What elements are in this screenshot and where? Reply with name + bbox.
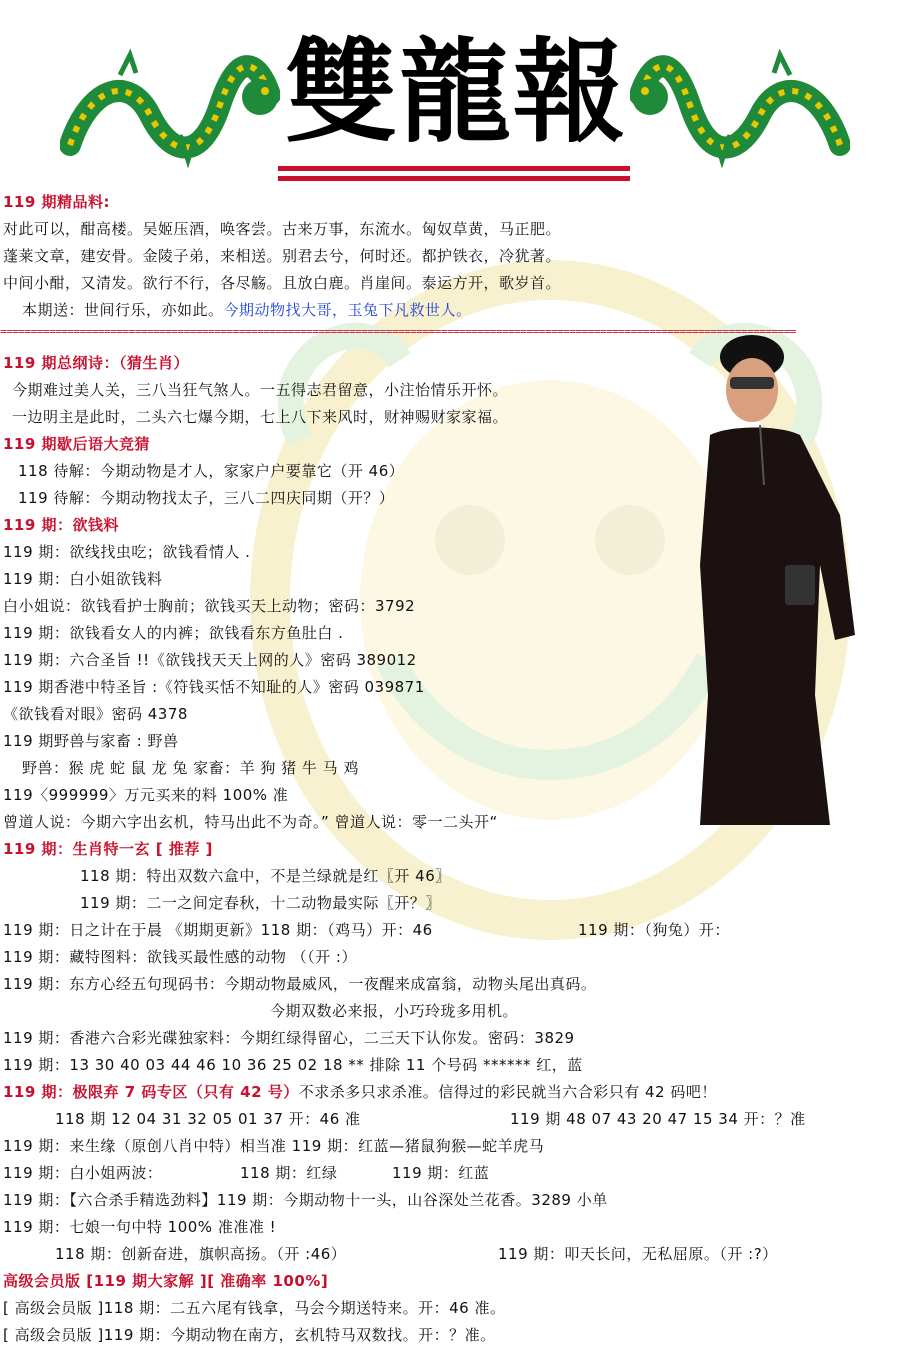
text-line: 119 期：欲线找虫吃；欲钱看情人 .	[3, 543, 251, 561]
send-prefix: 本期送：世间行乐，亦如此。	[22, 301, 224, 319]
section-title: 高级会员版 [119 期大家解 ][ 准确率 100%]	[3, 1272, 329, 1290]
jixian-rest: 不求杀多只求杀准。信得过的彩民就当六合彩只有 42 码吧！	[298, 1083, 717, 1101]
text-line: 119 期：东方心经五句现码书：今期动物最威风，一夜醒来成富翁，动物头尾出真码。	[3, 975, 597, 993]
section-title: 119 期：生肖特一玄 [ 推荐 ]	[3, 840, 213, 858]
text-line: [ 高级会员版 ]119 期：今期动物在南方，玄机特马双数找。开：？准。	[3, 1326, 496, 1344]
section-title: 119 期歇后语大竞猜	[3, 435, 151, 453]
text-line: 119 期：13 30 40 03 44 46 10 36 25 02 18 ** 排除 11 个号码 ****** 红，蓝	[3, 1056, 583, 1074]
text-line: 119 期香港中特圣旨 :《符钱买恬不知耻的人》密码 039871	[3, 678, 425, 696]
separator-line: ==================================================================================================================================	[0, 325, 796, 338]
section-title: 119 期总纲诗：（猜生肖）	[3, 354, 190, 372]
text-line: 119 期：白小姐欲钱料	[3, 570, 163, 588]
text-line: 119 期：（狗兔）开：	[578, 921, 730, 939]
text-line: 曾道人说：今期六字出玄机，特马出此不为奇。” 曾道人说：零一二头开“	[3, 813, 498, 831]
masthead-title: 雙龍報	[285, 27, 627, 158]
text-line: 119 期：【六合杀手精选劲料】119 期：今期动物十一头，山谷深处兰花香。3289 小单	[3, 1191, 608, 1209]
section-title: 119 期：欲钱料	[3, 516, 120, 534]
text-line: 119 期野兽与家畜 : 野兽	[3, 732, 179, 750]
text-line: 119 期：二一之间定春秋，十二动物最实际〖开？〗	[80, 894, 441, 912]
text-line: 今期双数必来报，小巧玲珑多用机。	[270, 1002, 519, 1020]
text-line: 119 期 48 07 43 20 47 15 34 开：？准	[510, 1110, 806, 1128]
text-line: 118 期：创新奋进，旗帜高扬。（开 :46）	[55, 1245, 347, 1263]
text-line: 119 期：六合圣旨 !!《欲钱找天天上网的人》密码 389012	[3, 651, 417, 669]
text-line: 对此可以，酣高楼。吴姬压酒，唤客尝。古来万事，东流水。匈奴草黄，马正肥。	[3, 220, 562, 238]
text-line: 119 期：白小姐两波：	[3, 1164, 163, 1182]
text-line	[22, 300, 472, 320]
text-line: 蓬莱文章，建安骨。金陵子弟，来相送。别君去兮，何时还。都护铁衣，冷犹著。	[3, 247, 562, 265]
text-line: 118 期：红绿	[240, 1164, 338, 1182]
text-line: 119 期：香港六合彩光碟独家料：今期红绿得留心，二三天下认你发。密码：3829	[3, 1029, 575, 1047]
send-highlight: 今期动物找大哥，玉兔下凡救世人。	[223, 301, 472, 319]
text-line: 119 期：七娘一句中特 100% 准准准 !	[3, 1218, 277, 1236]
text-line: 119 期：来生缘（原创八肖中特）相当准 119 期：红蓝—猪鼠狗猴—蛇羊虎马	[3, 1137, 545, 1155]
text-line: 118 期：特出双数六盒中，不是兰绿就是红〖开 46〗	[80, 867, 451, 885]
text-line: 119 待解：今期动物找太子，三八二四庆同期（开？）	[18, 489, 395, 507]
text-line: 119 期：叩天长问，无私屈原。（开 :?）	[498, 1245, 778, 1263]
text-line: 119 期：藏特图料：欲钱买最性感的动物 （（开 :）	[3, 948, 357, 966]
text-line: 118 待解：今期动物是才人，家家户户要靠它（开 46）	[18, 462, 405, 480]
text-line: 119〈999999〉万元买来的料 100% 准	[3, 786, 289, 804]
text-line: 今期难过美人关，三八当狂气煞人。一五得志君留意，小注怡情乐开怀。	[12, 381, 509, 399]
text-line: 119 期：欲钱看女人的内裤；欲钱看东方鱼肚白 .	[3, 624, 344, 642]
text-line: 119 期：红蓝	[392, 1164, 490, 1182]
text-line: 一边明主是此时，二头六七爆今期，七上八下来风时，财神赐财家家福。	[12, 408, 509, 426]
text-line: 中间小酣，又清发。欲行不行，各尽觞。且放白鹿。肖崖间。泰运方开，歌岁首。	[3, 274, 562, 292]
text-line: [ 高级会员版 ]118 期：二五六尾有钱拿，马会今期送特来。开：46 准。	[3, 1299, 506, 1317]
section-title: 119 期精品料:	[3, 193, 111, 211]
text-line	[3, 1082, 717, 1102]
text-line: 《欲钱看对眼》密码 4378	[3, 705, 188, 723]
jixian-title: 119 期：极限弃 7 码专区（只有 42 号）	[3, 1083, 299, 1101]
text-line: 野兽：猴 虎 蛇 鼠 龙 兔 家畜：羊 狗 猪 牛 马 鸡	[22, 759, 359, 777]
text-line: 118 期 12 04 31 32 05 01 37 开：46 准	[55, 1110, 361, 1128]
text-line: 白小姐说：欲钱看护士胸前；欲钱买天上动物；密码：3792	[3, 597, 416, 615]
text-line: 119 期：日之计在于晨 《期期更新》118 期：（鸡马）开：46	[3, 921, 433, 939]
